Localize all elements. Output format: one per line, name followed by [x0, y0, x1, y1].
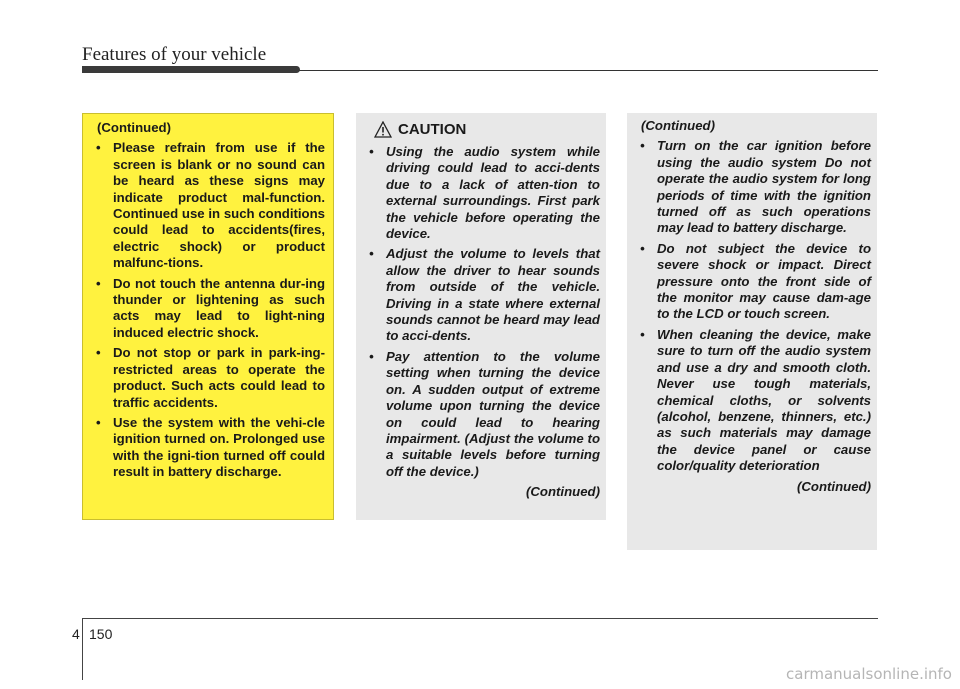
list-item — [93, 415, 325, 481]
warning-triangle-icon — [374, 121, 392, 138]
continued-label-top: (Continued) — [97, 120, 171, 135]
list-item — [637, 241, 871, 323]
caution-title: CAUTION — [398, 121, 467, 138]
list-item — [366, 246, 600, 344]
list-item — [93, 345, 325, 411]
list-item-text: Please refrain from use if the screen is blank or no sound can be heard as these signs may indicate product mal-function. Continued use in such conditions could lead to accidents(fires, electric shock) or product malfunc-tions. — [113, 140, 325, 271]
list-item — [637, 327, 871, 475]
chapter-number: 4 — [72, 626, 80, 642]
yellow-notice-box — [82, 113, 334, 520]
bullet-icon: • — [96, 414, 101, 430]
bullet-icon: • — [96, 345, 101, 361]
list-item — [366, 144, 600, 242]
bullet-icon: • — [640, 240, 645, 256]
list-item-text: Do not subject the device to severe shock or impact. Direct pressure onto the front side of the monitor may cause dam-age to the LCD or touch screen. — [657, 240, 871, 322]
continued-label-bottom: (Continued) — [526, 484, 600, 500]
list-item-text: Pay attention to the volume setting when turning the device on. A sudden output of extreme volume upon turning the device on could lead to hearing impairment. (Adjust the volume to a suitable levels before turning off the device.) — [386, 348, 600, 479]
bullet-icon: • — [96, 275, 101, 291]
list-item-text: When cleaning the device, make sure to turn off the audio system and use a dry and smooth cloth. Never use tough materials, chemical cloths, or solvents (alcohol, benzene, thinners, etc.) as such materials may damage the device panel or cause color/quality deterioration — [657, 326, 871, 474]
caution-list — [366, 144, 600, 480]
notice-list — [93, 140, 325, 480]
footer-divider — [82, 618, 83, 680]
list-item-text: Adjust the volume to levels that allow the driver to hear sounds from outside of the vehicle. Driving in a state where external sounds cannot be heard may lead to acci-dents. — [386, 246, 600, 344]
footer-rule — [82, 618, 878, 619]
caution-list — [637, 138, 871, 474]
bullet-icon: • — [369, 348, 374, 364]
list-item — [366, 349, 600, 480]
continued-label-top: (Continued) — [641, 118, 715, 133]
caution-header — [374, 121, 600, 138]
list-item-text: Turn on the car ignition before using the audio system Do not operate the audio system for long periods of time with the ignition turned off as such operations may lead to battery discharge. — [657, 138, 871, 236]
watermark: carmanualsonline.info — [786, 665, 952, 683]
caution-continued-box — [627, 113, 877, 550]
bullet-icon: • — [96, 140, 101, 156]
list-item-text: Use the system with the vehi-cle ignition turned on. Prolonged use with the igni-tion turned off could result in battery discharge. — [113, 414, 325, 480]
list-item — [637, 138, 871, 236]
list-item-text: Using the audio system while driving could lead to acci-dents due to a lack of atten-tion to external surroundings. First park the vehicle before operating the device. — [386, 144, 600, 242]
list-item-text: Do not touch the antenna dur-ing thunder or lightening as such acts may lead to light-ning induced electric shock. — [113, 275, 325, 340]
caution-box — [356, 113, 606, 520]
list-item — [93, 140, 325, 271]
page-header-title: Features of your vehicle — [82, 44, 267, 65]
bullet-icon: • — [640, 326, 645, 342]
list-item-text: Do not stop or park in park-ing-restricted areas to operate the product. Such acts could lead to traffic accidents. — [113, 345, 325, 410]
bullet-icon: • — [369, 144, 374, 159]
continued-label-bottom: (Continued) — [797, 478, 871, 494]
list-item — [93, 276, 325, 342]
bullet-icon: • — [640, 138, 645, 154]
bullet-icon: • — [369, 246, 374, 262]
page-number: 150 — [89, 626, 113, 642]
header-accent-bar — [82, 66, 300, 73]
